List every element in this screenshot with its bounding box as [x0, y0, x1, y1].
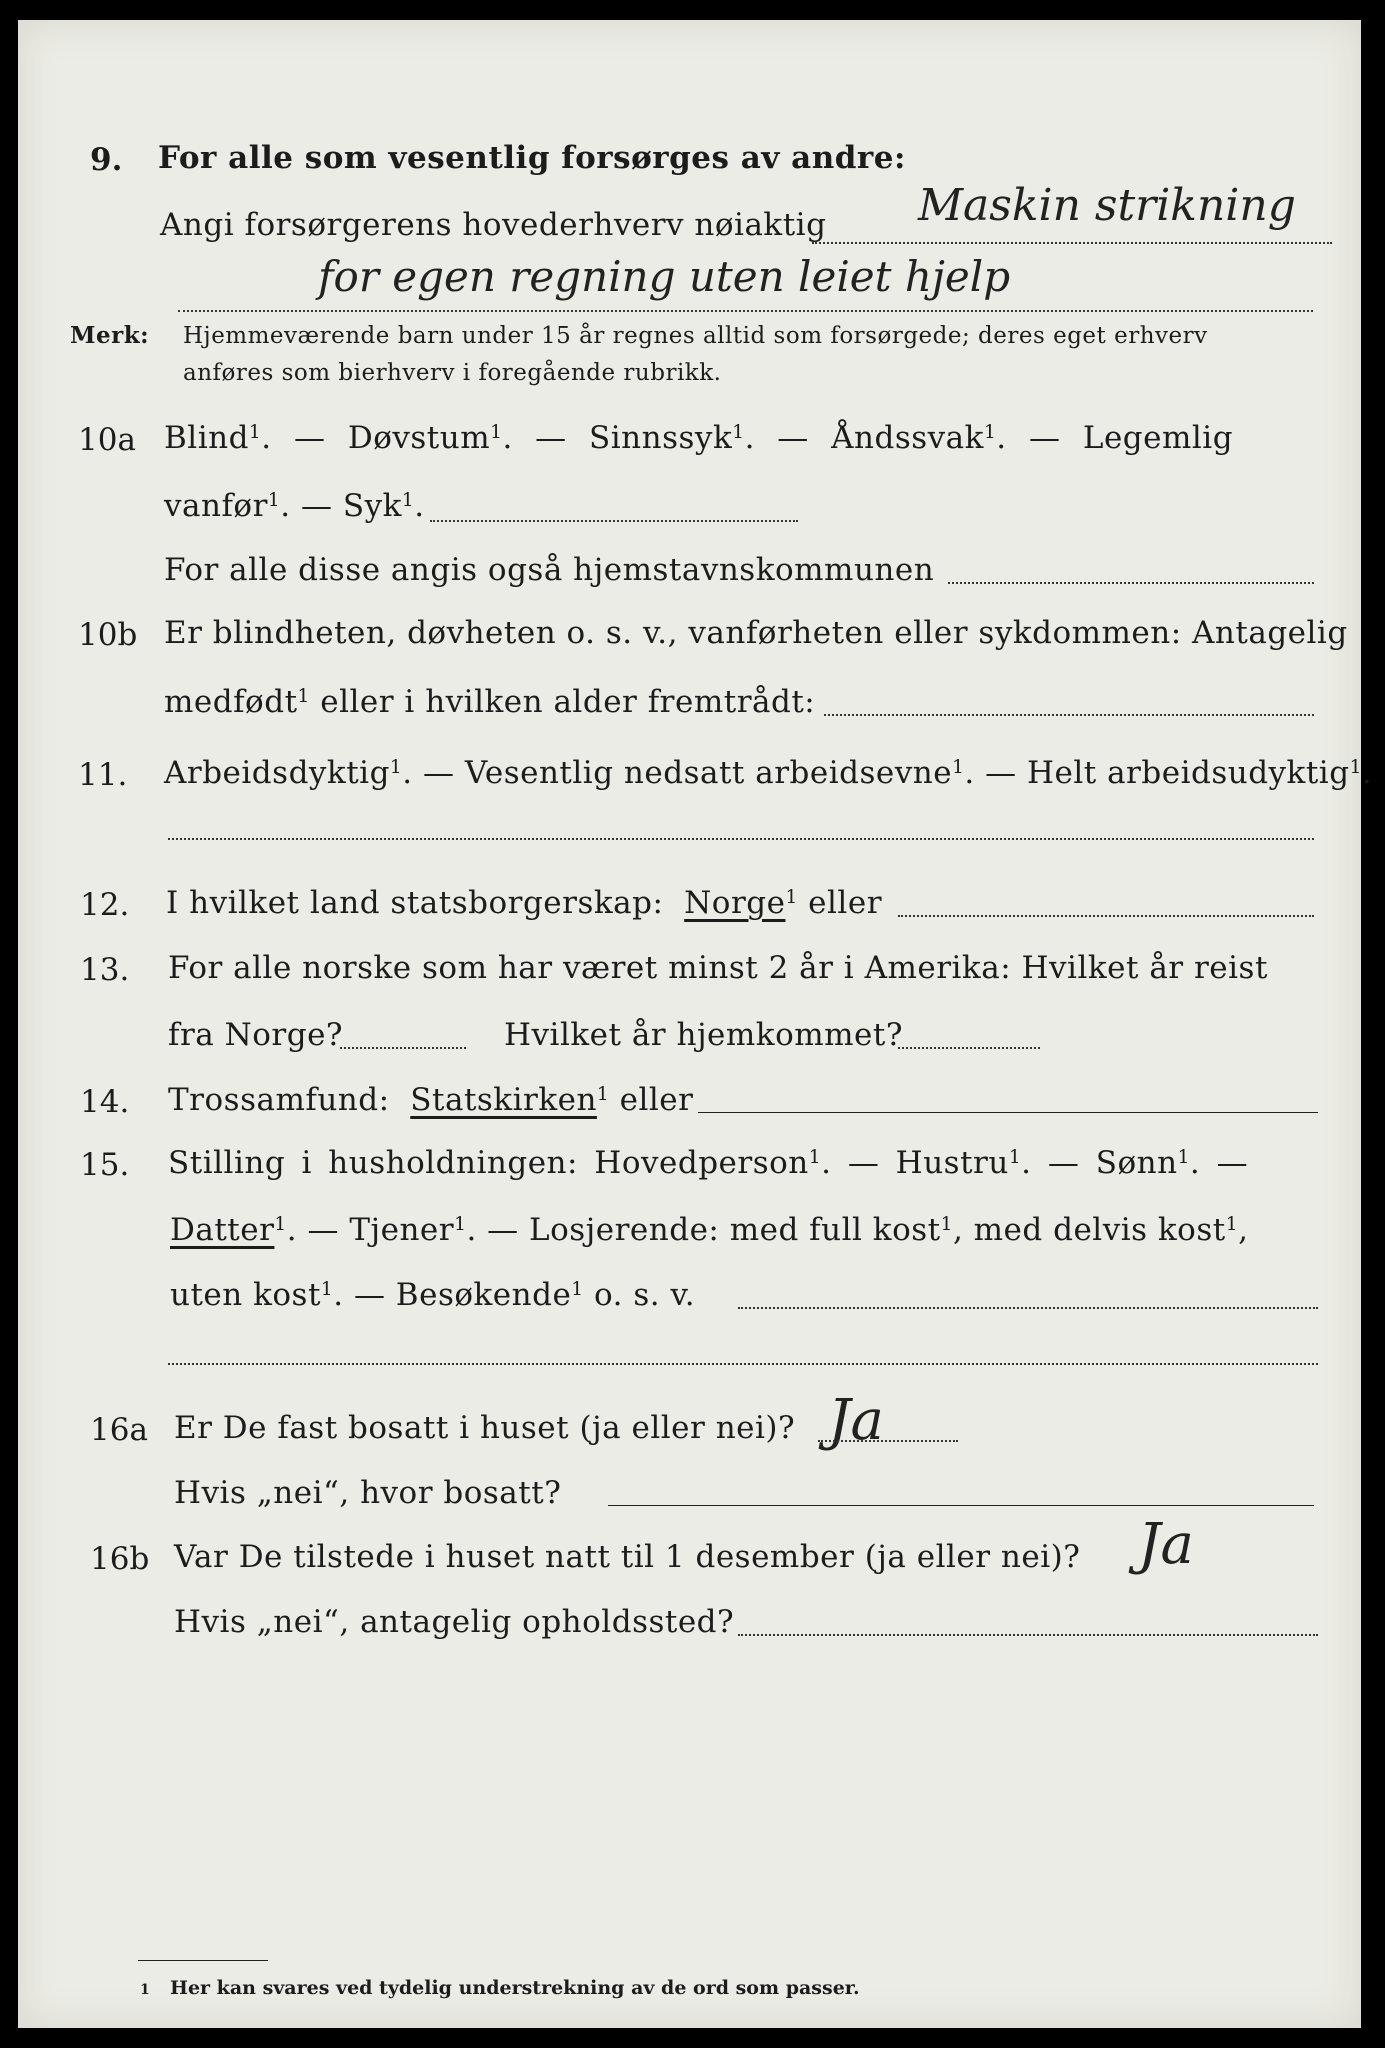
- q15-answer-line-1: [738, 1307, 1318, 1309]
- q9-text: For alle som vesentlig forsørges av andre:: [158, 140, 906, 176]
- q9-number: 9.: [90, 142, 123, 178]
- q13-line-1: For alle norske som har været minst 2 år i Amerika: Hvilket år reist: [168, 950, 1268, 986]
- q15-answer-line-2: [168, 1363, 1318, 1365]
- q15-line-2: Datter$^1$. — Tjener$^1$. — Losjerende: med full kost$^1$, med delvis kost$^1$,: [170, 1212, 1249, 1248]
- option-dovstum: — Døvstum: [293, 420, 491, 456]
- merk-label: Merk:: [70, 322, 150, 349]
- footnote-text: Her kan svares ved tydelig understrekning av de ord som passer.: [170, 1977, 860, 1999]
- q16b-line-2: Hvis „nei“, antagelig opholdssted?: [174, 1604, 735, 1640]
- statskirken-underlined: Statskirken: [410, 1082, 597, 1118]
- q13-line-2a: fra Norge?: [168, 1017, 344, 1053]
- q10b-line-1: Er blindheten, døvheten o. s. v., vanførheten eller sykdommen: Antagelig: [164, 615, 1348, 651]
- q13-line-2b: Hvilket år hjemkommet?: [504, 1017, 903, 1053]
- q10a-line-2: vanfør$^1$. — Syk$^1$.: [164, 488, 425, 524]
- q15-number: 15.: [80, 1147, 130, 1183]
- q10a-answer-line-2: [948, 582, 1314, 584]
- q16a-handwritten-answer: Ja: [828, 1388, 884, 1453]
- option-andssvak: — Åndssvak: [777, 420, 984, 456]
- q15-line-3: uten kost$^1$. — Besøkende$^1$ o. s. v.: [170, 1277, 696, 1313]
- q11-number: 11.: [78, 757, 128, 793]
- q13-hjemkommet-line: [898, 1047, 1040, 1049]
- q16b-answer-line: [738, 1634, 1318, 1636]
- q11-answer-line: [168, 838, 1314, 840]
- q16a-bosatt-line: [608, 1505, 1314, 1506]
- q9-answer-line-2: [178, 310, 1313, 312]
- footnote-mark: 1: [140, 1982, 150, 1998]
- q16b-handwritten-answer: Ja: [1138, 1512, 1194, 1577]
- q12-answer-line: [898, 915, 1314, 917]
- q15-line-1: Stilling i husholdningen: Hovedperson$^1$. — Hustru$^1$. — Sønn$^1$. —: [168, 1145, 1249, 1181]
- q16a-line-2: Hvis „nei“, hvor bosatt?: [174, 1475, 562, 1511]
- datter-underlined: Datter: [170, 1212, 275, 1248]
- option-sinnssyk: — Sinnssyk: [535, 420, 733, 456]
- q16b-number: 16b: [90, 1541, 150, 1577]
- merk-line-1: Hjemmeværende barn under 15 år regnes alltid som forsørgede; deres eget erhverv: [183, 323, 1208, 349]
- merk-line-2: anføres som bierhverv i foregående rubrikk.: [183, 360, 722, 386]
- q9-handwritten-answer-1: Maskin strikning: [918, 180, 1296, 231]
- q10b-answer-line: [824, 714, 1314, 716]
- option-blind: Blind: [164, 420, 249, 456]
- q14-number: 14.: [80, 1084, 130, 1120]
- q9-answer-line-1: [812, 242, 1332, 244]
- q10b-line-2: medfødt$^1$ eller i hvilken alder fremtrådt:: [164, 684, 816, 720]
- option-syk: — Syk: [300, 488, 402, 524]
- q12-line: I hvilket land statsborgerskap: Norge$^1$ eller: [166, 885, 883, 921]
- q10a-answer-line-1: [430, 520, 798, 522]
- q14-line: Trossamfund: Statskirken$^1$ eller: [168, 1082, 694, 1118]
- q10b-number: 10b: [78, 617, 138, 653]
- footnote-rule: [138, 1960, 268, 1961]
- census-form-page: [18, 20, 1373, 2028]
- q11-line-1: Arbeidsdyktig$^1$. — Vesentlig nedsatt arbeidsevne$^1$. — Helt arbeidsudyktig$^1$.: [164, 755, 1373, 791]
- q10a-number: 10a: [78, 422, 136, 458]
- q9-handwritten-answer-2: for egen regning uten leiet hjelp: [318, 252, 1011, 301]
- q16a-answer-line: [818, 1440, 958, 1442]
- q12-number: 12.: [80, 887, 130, 923]
- q10a-line-3: For alle disse angis også hjemstavnskommunen: [164, 552, 935, 588]
- q16a-line-1: Er De fast bosatt i huset (ja eller nei)?: [174, 1410, 796, 1446]
- q13-number: 13.: [80, 952, 130, 988]
- q9-line2: Angi forsørgerens hovederhverv nøiaktig: [160, 207, 827, 243]
- q16b-line-1: Var De tilstede i huset natt til 1 desember (ja eller nei)?: [174, 1539, 1081, 1575]
- q10a-line-1: Blind$^1$. — Døvstum$^1$. — Sinnssyk$^1$. — Åndssvak$^1$. — Legemlig: [164, 420, 1234, 456]
- q14-answer-line: [698, 1112, 1318, 1113]
- option-vanfor: vanfør: [164, 488, 268, 524]
- norge-underlined: Norge: [684, 885, 786, 921]
- option-legemlig: — Legemlig: [1029, 420, 1234, 456]
- q13-reist-line: [340, 1047, 466, 1049]
- q16a-number: 16a: [90, 1412, 148, 1448]
